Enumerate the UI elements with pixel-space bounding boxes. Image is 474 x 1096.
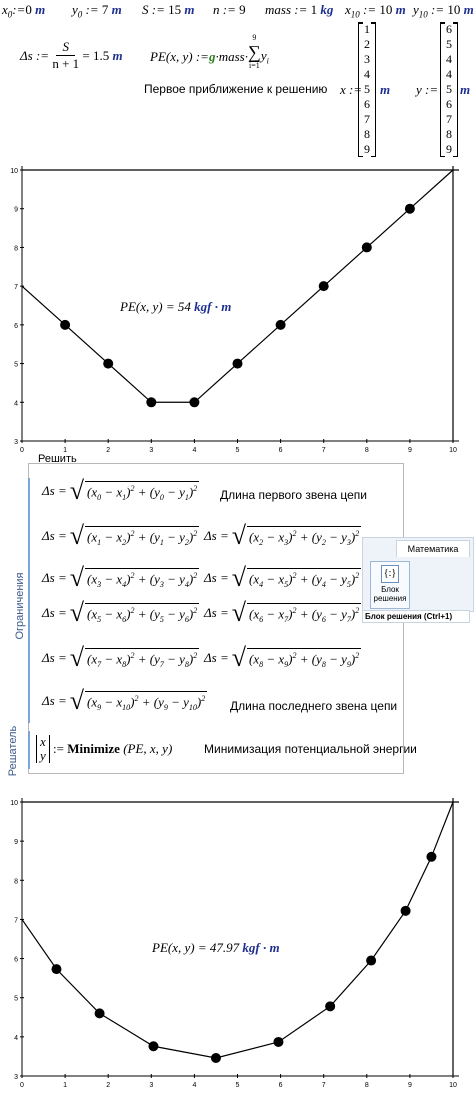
x-tick-label: 7 [321,1082,326,1089]
x-guess-cell: 7 [364,112,370,126]
x-tick-label: 5 [235,447,240,454]
def-y10: $y_{10}$ := 10 m [413,2,474,20]
solve-block-button[interactable]: {:} Блок решения [370,561,410,609]
x-guess-cell: 1 [364,22,370,36]
y-tick-label: 6 [14,956,18,964]
x-vector-unit: m [380,82,391,97]
solve-block-icon: {:} [381,565,399,583]
y-tick-label: 7 [14,917,18,925]
x-guess-cell: 9 [364,142,370,156]
y-vector-unit: m [460,82,471,97]
constraint-lhs: Δs = [42,483,67,498]
link-length-constraint[interactable]: Δs = √ $(x_7 - x_8)^2 + (y_7 - y_8)^2$ [42,643,198,672]
y-tick-label: 6 [14,322,18,330]
def-x0: $x_0:=0$ m [2,2,46,20]
x-guess-cell: 6 [364,97,370,111]
constraint-lhs: Δs = [42,605,67,620]
constraints-bracket [28,478,30,723]
pe-optimized-annotation: PE(x, y) = 47.97 kgf · m [152,940,280,955]
y-tick-label: 10 [10,800,18,807]
x-guess-cell: 2 [364,37,370,51]
first-link-note: Длина первого звена цепи [220,488,368,502]
pe-definition: PE(x, y) := g · mass · 9 ∑ i=1 $y_i$ [150,33,269,70]
x-guess-cell: 8 [364,127,370,141]
y-tick-label: 9 [14,839,18,847]
y-tick-label: 5 [14,361,18,369]
chain-node-point [401,906,411,916]
link-length-constraint[interactable]: Δs = √ $(x_9 - x_{10})^2 + (y_9 - y_{10})^2$ [42,686,206,715]
constraint-lhs: Δs = [204,605,229,620]
x-tick-label: 8 [364,1082,369,1089]
y-tick-label: 7 [14,284,18,292]
chain-node-point [366,956,376,966]
y-tick-label: 3 [14,439,18,446]
y-tick-label: 4 [14,400,18,408]
constraint-lhs: Δs = [204,528,229,543]
y-tick-label: 10 [10,168,18,175]
def-n: n := 9 [213,2,246,17]
x-vector-label: x := [340,82,363,97]
y-guess-cell: 5 [446,82,452,96]
y-tick-label: 8 [14,245,18,253]
link-length-constraint[interactable]: Δs = √ $(x_5 - x_6)^2 + (y_5 - y_6)^2$ [42,598,198,627]
chain-node-point [189,397,199,407]
y-tick-label: 3 [14,1074,18,1081]
pe-initial-annotation: PE(x, y) = 54 kgf · m [120,299,232,314]
chain-node-point [148,1041,158,1051]
y-tick-label: 4 [14,1034,18,1042]
def-x10: $x_{10}$ := 10 m [345,2,406,20]
x-tick-label: 10 [449,1082,457,1089]
x-tick-label: 3 [149,447,154,454]
chain-node-point [319,281,329,291]
y-guess-cell: 4 [446,52,452,66]
x-tick-label: 2 [106,1082,111,1089]
x-tick-label: 5 [235,1082,240,1089]
x-tick-label: 1 [63,447,68,454]
x-guess-cell: 3 [364,52,370,66]
solve-block-tooltip: Блок решения (Ctrl+1) [362,610,470,623]
def-mass: mass := 1 kg [265,2,334,17]
x-guess-vector [358,22,376,157]
chain-node-point [273,1037,283,1047]
y-tick-label: 5 [14,995,18,1003]
x-tick-label: 9 [407,447,412,454]
minimize-expression: x y := Minimize (PE, x, y) [36,735,172,763]
y-guess-cell: 7 [446,112,452,126]
chain-node-point [60,320,70,330]
chain-node-point [211,1053,221,1063]
x-guess-cell: 4 [364,67,370,81]
y-guess-cell: 5 [446,37,452,51]
chain-node-point [276,320,286,330]
y-tick-label: 8 [14,878,18,886]
y-guess-vector [440,22,458,157]
constraint-lhs: Δs = [204,650,229,665]
chain-node-point [426,852,436,862]
constraint-lhs: Δs = [42,528,67,543]
x-tick-label: 2 [106,447,111,454]
chain-node-point [325,1001,335,1011]
solver-block-title: Решить [38,453,77,465]
y-guess-cell: 6 [446,22,452,36]
x-tick-label: 1 [63,1082,68,1089]
x-tick-label: 0 [20,447,24,454]
x-tick-label: 6 [278,1082,283,1089]
tab-mathematics[interactable]: Математика [396,540,470,557]
link-length-constraint[interactable]: Δs = √ $(x_3 - x_4)^2 + (y_3 - y_4)^2$ [42,563,198,592]
ribbon-snippet [362,537,474,612]
def-y0: $y_0$ := 7 m [72,2,122,20]
link-length-constraint[interactable]: Δs = √ $(x_8 - x_9)^2 + (y_8 - y_9)^2$ [204,643,360,672]
delta-s-definition: Δs := $\frac{S}{n + 1}$ = 1.5 m [20,39,123,71]
constraint-lhs: Δs = [42,570,67,585]
x-tick-label: 7 [321,447,326,454]
constraint-lhs: Δs = [42,693,67,708]
chain-node-point [362,242,372,252]
chain-line [22,802,453,1058]
constraint-lhs: Δs = [42,650,67,665]
chain-node-point [103,359,113,369]
x-tick-label: 9 [407,1082,412,1089]
y-guess-cell: 4 [446,67,452,81]
link-length-constraint[interactable]: Δs = √ $(x_6 - x_7)^2 + (y_6 - y_7)^2$ [204,598,360,627]
chain-node-point [405,204,415,214]
link-length-constraint[interactable]: Δs = √ $(x_2 - x_3)^2 + (y_2 - y_3)^2$ [204,521,360,550]
chain-node-point [95,1008,105,1018]
chain-node-point [51,964,61,974]
x-tick-label: 4 [192,1082,197,1089]
link-length-constraint[interactable]: Δs = √ $(x_4 - x_5)^2 + (y_4 - y_5)^2$ [204,563,360,592]
y-guess-cell: 9 [446,142,452,156]
x-tick-label: 8 [364,447,369,454]
minimize-note: Минимизация потенциальной энергии [204,742,417,756]
def-S: S := 15 m [142,2,195,17]
link-length-constraint[interactable]: Δs = √ $(x_1 - x_2)^2 + (y_1 - y_2)^2$ [42,521,198,550]
x-tick-label: 3 [149,1082,154,1089]
solver-bracket [28,731,30,769]
y-guess-cell: 6 [446,97,452,111]
y-guess-cell: 8 [446,127,452,141]
link-length-constraint[interactable]: Δs = √ $(x_0 - x_1)^2 + (y_0 - y_1)^2$ [42,476,198,505]
x-guess-cell: 5 [364,82,370,96]
chain-node-point [146,397,156,407]
chain-node-point [233,359,243,369]
x-tick-label: 0 [20,1082,24,1089]
x-tick-label: 6 [278,447,283,454]
first-guess-label: Первое приближение к решению [144,82,328,96]
y-vector-label: y := [416,82,439,97]
constraints-label: Ограничения [14,572,26,640]
y-tick-label: 9 [14,206,18,214]
x-tick-label: 10 [449,447,457,454]
constraint-lhs: Δs = [204,570,229,585]
solver-label: Решатель [7,725,19,777]
last-link-note: Длина последнего звена цепи [230,699,398,713]
initial-chain-chart[interactable] [0,160,474,458]
x-tick-label: 4 [192,447,197,454]
